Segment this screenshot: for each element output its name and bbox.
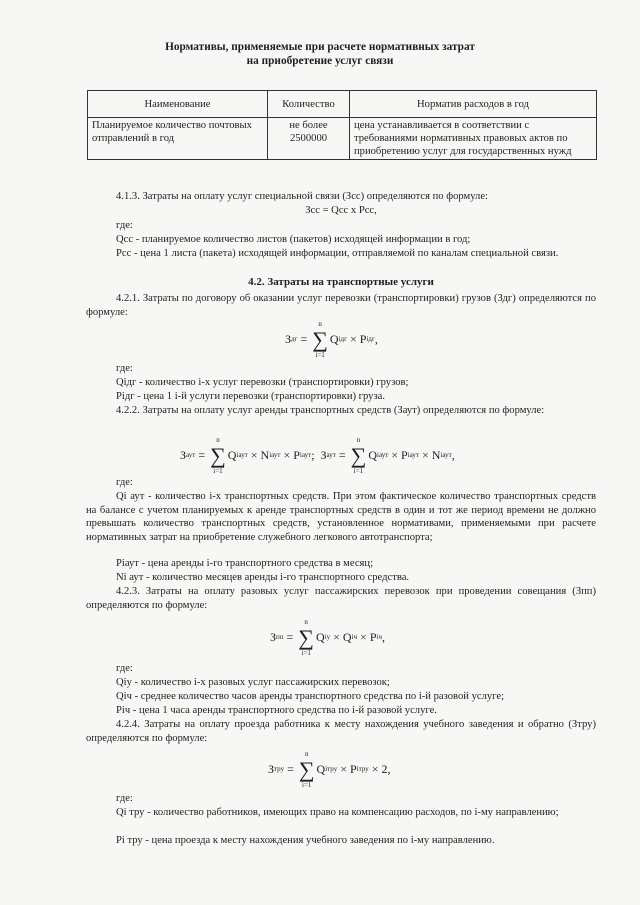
where-label-3: где: (116, 477, 133, 488)
norms-table (87, 90, 597, 160)
title-line-2: на приобретение услуг связи (246, 55, 394, 67)
formula-4-2-3: З пп = n ∑ i=1 Q iу × Q iч × P iч , (270, 618, 385, 657)
paragraph-4-2-4: 4.2.4. Затраты на оплату проезда работника к месту нахождения учебного заведения и обратно (Зтру) определяются по формуле: (86, 719, 596, 744)
sum-symbol: n ∑ i=1 (298, 750, 315, 789)
definition-4-2-3-pch: Piч - цена 1 часа аренды транспортного средства по i-й разовой услуге. (116, 705, 437, 716)
definition-4-2-2-n: Ni аут - количество месяцев аренды i-го транспортного средства. (116, 572, 410, 583)
title-line-1: Нормативы, применяемые при расчете нормативных затрат (165, 41, 475, 53)
paragraph-4-2-2: 4.2.2. Затраты на оплату услуг аренды транспортных средств (Заут) определяются по формуле: (116, 405, 545, 416)
definition-4-2-4-q: Qi тру - количество работников, имеющих право на компенсацию расходов, по i-му направлению; (116, 807, 559, 818)
table-header-row (88, 91, 597, 118)
paragraph-4-1-3: 4.1.3. Затраты на оплату услуг специальной связи (Зсс) определяются по формуле: (116, 191, 488, 202)
paragraph-4-2-3: 4.2.3. Затраты на оплату разовых услуг пассажирских перевозок при проведении совещания (Зпп) определяются по формуле: (86, 586, 596, 611)
where-label-2: где: (116, 363, 133, 374)
page-title (100, 40, 540, 68)
where-label-4: где: (116, 663, 133, 674)
cell-name: Планируемое количество почтовых отправлений в год (88, 118, 268, 160)
where-label-5: где: (116, 793, 133, 804)
definition-qss: Qсс - планируемое количество листов (пакетов) исходящей информации в год; (116, 234, 471, 245)
cell-quantity: не более 2500000 (268, 118, 350, 160)
col-header-norm: Норматив расходов в год (350, 91, 597, 118)
formula-4-1-3: Зсс = Qсс х Рсс, (305, 205, 377, 216)
formula-4-2-2: З аут = n ∑ i=1 Q iаут × N iаут × P iаут ; З аут = n ∑ i=1 Q iаут × P iаут × N iаут , (180, 436, 455, 475)
sum-symbol: n ∑ i=1 (350, 436, 367, 475)
table-row (88, 118, 597, 160)
definition-4-2-1-p: Piдг - цена 1 i-й услуги перевозки (транспортировки) груза. (116, 391, 386, 402)
col-header-name: Наименование (88, 91, 268, 118)
formula-4-2-4: З тру = n ∑ i=1 Q iтру × P iтру × 2, (268, 750, 391, 789)
definition-4-2-2-q: Qi аут - количество i-х транспортных средств. При этом фактическое количество транспортных средств на балансе с учетом планируемых к аренде транспортных средств в один и тот же период времени не должно превышать количество транспортных средств, установленное нормативами, применяемыми при расчете нормативных затрат на приобретение служебного легкового автотранспорта; (86, 491, 596, 543)
definition-4-2-2-p: Piаут - цена аренды i-го транспортного средства в месяц; (116, 558, 374, 569)
paragraph-4-2-1: 4.2.1. Затраты по договору об оказании услуг перевозки (транспортировки) грузов (Здг) определяются по формуле: (86, 293, 596, 318)
cell-norm: цена устанавливается в соответствии с требованиями нормативных правовых актов по приобретению услуг для государственных нужд (350, 118, 597, 160)
definition-pss: Рсс - цена 1 листа (пакета) исходящей информации, отправляемой по каналам специальной связи. (116, 248, 559, 259)
sum-symbol: n ∑ i=1 (298, 618, 314, 657)
col-header-quantity: Количество (268, 91, 350, 118)
definition-4-2-3-qch: Qiч - среднее количество часов аренды транспортного средства по i-й разовой услуге; (116, 691, 505, 702)
formula-4-2-1: З дг = n ∑ i=1 Q iдг × P iдг , (285, 320, 378, 359)
where-label: где: (116, 220, 133, 231)
definition-4-2-4-p: Pi тру - цена проезда к месту нахождения учебного заведения по i-му направлению. (116, 835, 495, 846)
definition-4-2-1-q: Qiдг - количество i-х услуг перевозки (транспортировки) грузов; (116, 377, 409, 388)
sum-symbol: n ∑ i=1 (312, 320, 328, 359)
section-heading-4-2: 4.2. Затраты на транспортные услуги (248, 276, 434, 288)
definition-4-2-3-qy: Qiу - количество i-х разовых услуг пассажирских перевозок; (116, 677, 390, 688)
sum-symbol: n ∑ i=1 (210, 436, 226, 475)
